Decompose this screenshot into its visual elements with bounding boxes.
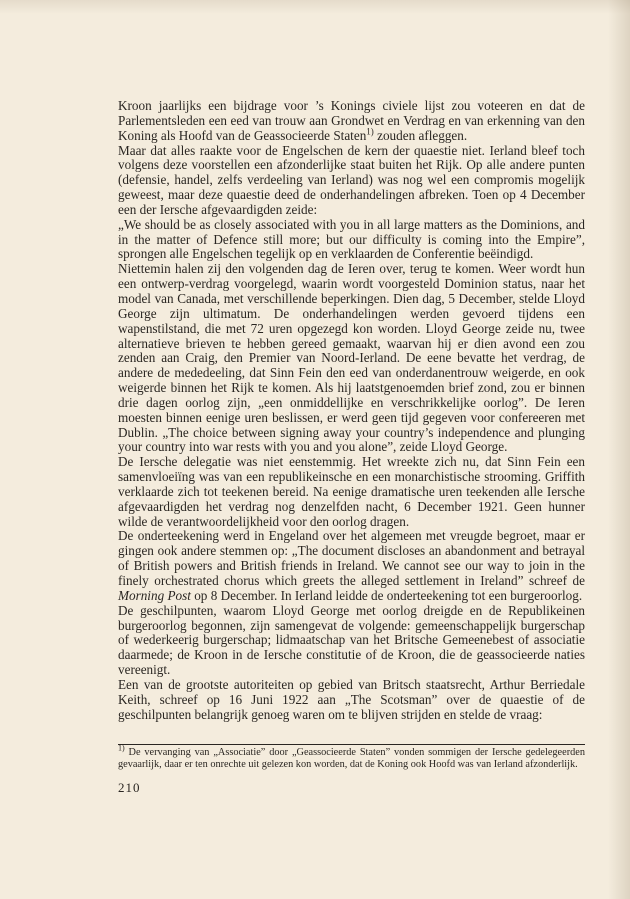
paragraph-3: „We should be as closely associated with you in all large matters as the Dominions, and in the matter of Defence still more; but our difficulty is coming into the Empire”, sprongen alle Engelschen tegelijk op en verklaarden de Conferentie beëindigd.: [118, 216, 585, 262]
paragraph-6-end: op 8 December. In Ierland leidde de onderteekening tot een burgeroorlog.: [190, 587, 583, 603]
page-edge-shadow: [608, 0, 630, 899]
footnote-mark: 1): [118, 743, 125, 753]
paragraph-6-text: De onderteekening werd in Engeland over het algemeen met vreugde begroet, maar er gingen ook andere stemmen op: „The document discloses an abandonment and betrayal of British powers and British friends in Ireland. We cannot see our way to join in the finely orchestrated chorus which greets the alleged settlement in Ireland” schreef de: [118, 528, 585, 588]
footnote-reference: 1): [366, 126, 374, 137]
newspaper-title: Morning Post: [118, 587, 191, 603]
paragraph-8: Een van de grootste autoriteiten op gebied van Britsch staatsrecht, Arthur Berriedale Keith, schreef op 16 Juni 1922 aan „The Scotsman” over de quaestie of de geschilpunten belangrijk genoeg waren om te blijven strijden en stelde de vraag:: [118, 676, 585, 722]
paragraph-2: Maar dat alles raakte voor de Engelschen de kern der quaestie niet. Ierland bleef toch volgens deze voorstellen een afzonderlijke staat buiten het Rijk. Op alle andere punten (defensie, handel, zelfs verdeeling van Ierland) was nog wel een compromis mogelijk geweest, maar deze quaestie deed de onderhandelingen afbreken. Toen op 4 December een der Iersche afgevaardigden zeide:: [118, 142, 585, 217]
paragraph-1-end: zouden afleggen.: [373, 127, 468, 143]
paragraph-5: De Iersche delegatie was niet eenstemmig. Het wreekte zich nu, dat Sinn Fein een samenvloeiïng was van een republikeinsche en een monarchistische strooming. Griffith verklaarde zich tot teekenen bereid. Na eenige dramatische uren teekenden alle Iersche afgevaardigden het verdrag nog denzelfden nacht, 6 December 1921. Geen hunner wilde de verantwoordelijkheid voor den oorlog dragen.: [118, 454, 585, 529]
page-number: 210: [118, 780, 141, 795]
paragraph-4: Niettemin halen zij den volgenden dag de Ieren over, terug te komen. Weer wordt hun een ontwerp-verdrag voorgelegd, waarin wordt voorgesteld Dominion status, naar het model van Canada, met verschillende beperkingen. Dien dag, 5 December, stelde Lloyd George zijn ultimatum. De onderhandelingen werden gevoerd tijdens een wapenstilstand, die met 72 uren opgezegd kon worden. Lloyd George zeide nu, twee alternatieve brieven te hebben gereed gemaakt, waarvan hij er dien avond een zou zenden aan Craig, den Premier van Noord-Ierland. De eene bevatte het verdrag, de andere de mededeeling, dat Sinn Fein den eed van onderdanentrouw weigerde, en ook weigerde binnen het Rijk te komen. Als hij laatstgenoemden brief zond, zou er binnen drie dagen oorlog zijn, „een onmiddellijke en verschrikkelijke oorlog”. De Ieren moesten binnen eenige uren beslissen, er werd geen tijd gegeven voor confereeren met Dublin. „The choice between signing away your country’s independence and plunging your country into war rests with you and you alone”, zeide Lloyd George.: [118, 261, 585, 455]
page-top-shadow: [0, 0, 630, 14]
paragraph-1-text: Kroon jaarlijks een bijdrage voor ’s Konings civiele lijst zou voteeren en dat de Parlementsleden een eed van trouw aan Grondwet en Verdrag en van erkenning van den Koning als Hoofd van de Geassocieerde Staten: [118, 98, 585, 143]
footnote-divider: [118, 744, 585, 745]
paragraph-1: [118, 99, 585, 144]
footnote: [118, 743, 585, 771]
paragraph-7: De geschilpunten, waarom Lloyd George met oorlog dreigde en de Republikeinen burgeroorlog begonnen, zijn samengevat de volgende: gemeenschappelijk burgerschap of wederkeerig burgerschap; lidmaatschap van het Britsche Gemeenebest of associatie daarmede; de Kroon in de Iersche constitutie of de Kroon, die de geassocieerde naties vereenigt.: [118, 602, 585, 678]
paragraph-6: [118, 529, 585, 603]
body-text: [118, 99, 585, 722]
footnote-text: De vervanging van „Associatie” door „Geassocieerde Staten” vonden sommigen der Iersche gedelegeerden gevaarlijk, daar er ten onrechte uit gelezen kon worden, dat de Koning ook Hoofd was van Ierland afzonderlijk.: [118, 747, 585, 771]
